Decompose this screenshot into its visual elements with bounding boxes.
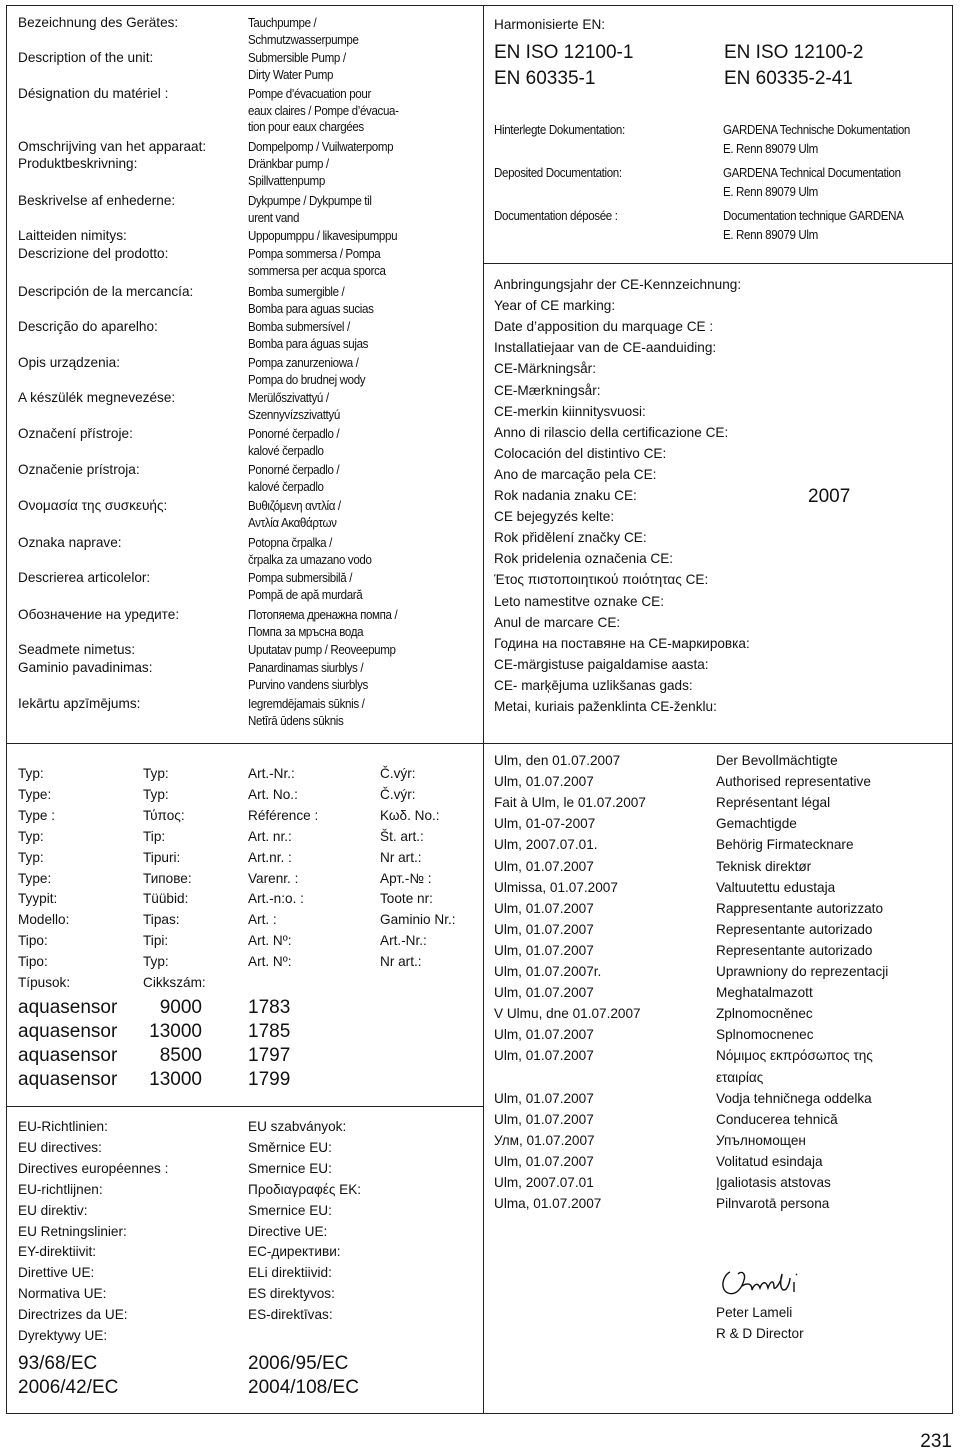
unit-desc-value: Dompelpomp / Vuilwaterpomp: [248, 140, 394, 154]
unit-desc-value: urent vand: [248, 210, 300, 225]
type-cell: Κωδ. No.:: [380, 807, 440, 823]
unit-desc-value: Panardinamas siurblys /: [248, 661, 364, 675]
unit-desc-label: Laitteiden nimitys:: [18, 228, 127, 243]
representative-role: Valtuutettu edustaja: [716, 879, 836, 895]
unit-desc-value: eaux claires / Pompe d’évacua-: [248, 103, 399, 118]
documentation-value: GARDENA Technische Dokumentation: [723, 123, 911, 137]
unit-desc-label: Označení přístroje:: [18, 426, 133, 441]
directive-code: 2004/108/EC: [248, 1377, 359, 1398]
directive-code: 2006/95/EC: [248, 1353, 349, 1374]
representative-role: Meghatalmazott: [716, 985, 813, 1001]
unit-desc-value: Uppopumppu / likavesipumppu: [248, 229, 398, 243]
documentation-label: Hinterlegte Dokumentation:: [494, 123, 625, 137]
type-cell: Art. nr.:: [248, 828, 292, 844]
unit-desc-value: tion pour eaux chargées: [248, 120, 364, 134]
unit-desc-value: Bomba para águas sujas: [248, 336, 369, 351]
representative-role: Pilnvarotā persona: [716, 1196, 830, 1212]
type-cell: Type:: [18, 870, 52, 886]
directive-label: EY-direktiivit:: [18, 1244, 97, 1260]
type-cell: Tipo:: [18, 954, 48, 970]
representative-role: Gemachtigde: [716, 816, 797, 832]
signing-place-date: Fait à Ulm, le 01.07.2007: [494, 795, 646, 811]
unit-desc-label: A készülék megnevezése:: [18, 390, 176, 405]
type-cell: Nr art.:: [380, 849, 422, 865]
product-name: aquasensor: [18, 1069, 118, 1090]
unit-desc-value: Bomba submersível /: [248, 320, 350, 334]
documentation-value: E. Renn 89079 Ulm: [723, 185, 818, 199]
representative-role: Behörig Firmatecknare: [716, 837, 854, 853]
representative-role: Representante autorizado: [716, 921, 873, 937]
unit-desc-value: Netīrā ūdens sūknis: [248, 713, 344, 728]
signing-place-date: Ulm, den 01.07.2007: [494, 753, 621, 768]
unit-desc-value: Bomba para aguas sucias: [248, 301, 374, 316]
representative-role: Įgaliotasis atstovas: [716, 1175, 831, 1190]
type-cell: Typ:: [143, 766, 169, 781]
type-cell: Toote nr:: [380, 891, 433, 907]
unit-desc-value: kalové čerpadlo: [248, 479, 324, 494]
ce-marking-label: Anno di rilascio della certificazione CE:: [494, 424, 729, 440]
unit-desc-value: Pompa zanurzeniowa /: [248, 356, 359, 370]
unit-desc-value: Αντλία Ακαθάρτων: [248, 515, 337, 530]
standard-right: EN 60335-2-41: [724, 68, 853, 89]
unit-desc-value: Purvino vandens siurblys: [248, 677, 368, 692]
type-cell: Typ:: [143, 786, 169, 802]
type-cell: Art. Nº:: [248, 933, 292, 949]
divider-middle: [6, 743, 953, 744]
representative-role: Der Bevollmächtigte: [716, 753, 838, 768]
unit-desc-value: kalové čerpadlo: [248, 443, 324, 458]
unit-desc-label: Ονομασία της συσκευής:: [18, 498, 168, 513]
unit-desc-value: črpalka za umazano vodo: [248, 552, 372, 567]
directive-label: ES direktyvos:: [248, 1286, 335, 1302]
type-cell: Tipas:: [143, 912, 180, 928]
signing-place-date: Ulmissa, 01.07.2007: [494, 879, 618, 895]
type-cell: Typ:: [18, 766, 44, 781]
type-cell: Tüübid:: [143, 891, 189, 907]
type-cell: Cikkszám:: [143, 975, 206, 990]
directive-code: 93/68/EC: [18, 1353, 98, 1374]
harmonised-title: Harmonisierte EN:: [494, 17, 606, 32]
unit-desc-label: Seadmete nimetus:: [18, 642, 136, 657]
signing-place-date: Ulm, 01.07.2007: [494, 774, 594, 790]
directive-code: 2006/42/EC: [18, 1377, 119, 1398]
representative-role: Vodja tehničnega oddelka: [716, 1090, 872, 1106]
directive-label: ЕС-директиви:: [248, 1244, 341, 1260]
directive-label: Normativa UE:: [18, 1286, 107, 1302]
signing-place-date: Ulm, 01.07.2007: [494, 858, 594, 874]
unit-desc-value: Ponorné čerpadlo /: [248, 463, 340, 477]
directive-label: Directives européennes :: [18, 1160, 169, 1176]
type-cell: Art. :: [248, 912, 277, 928]
representative-role: Conducerea tehnică: [716, 1111, 838, 1127]
signing-place-date: Ulma, 01.07.2007: [494, 1196, 602, 1212]
directive-label: Smernice EU:: [248, 1160, 332, 1176]
documentation-value: Documentation technique GARDENA: [723, 209, 904, 223]
product-model: 9000: [159, 997, 202, 1018]
product-art-number: 1799: [248, 1069, 291, 1090]
product-name: aquasensor: [18, 1045, 118, 1066]
type-cell: Art.nr. :: [248, 849, 292, 865]
unit-desc-value: Помпа за мръсна вода: [248, 624, 364, 639]
ce-marking-label: CE bejegyzés kelte:: [494, 509, 615, 525]
unit-desc-value: Pompă de apă murdară: [248, 587, 363, 602]
unit-desc-value: Potopna črpalka /: [248, 536, 332, 550]
unit-desc-value: Iegremdējamais sūknis /: [248, 697, 365, 711]
unit-desc-label: Descrierea articolelor:: [18, 570, 151, 585]
product-model: 8500: [159, 1045, 202, 1066]
unit-desc-label: Bezeichnung des Gerätes:: [18, 15, 179, 30]
directive-label: Směrnice EU:: [248, 1139, 332, 1155]
product-name: aquasensor: [18, 997, 118, 1018]
representative-role: Упълномощен: [716, 1132, 806, 1148]
directive-label: ES-direktīvas:: [248, 1307, 333, 1323]
type-cell: Typ:: [143, 954, 169, 970]
type-cell: Art. No.:: [248, 786, 298, 802]
type-cell: Varenr. :: [248, 870, 299, 886]
type-cell: Art. Nº:: [248, 954, 292, 970]
representative-role: Representante autorizado: [716, 942, 873, 958]
type-cell: Gaminio Nr.:: [380, 912, 456, 928]
unit-desc-value: Pompa submersibilă /: [248, 571, 353, 585]
representative-role: Teknisk direktør: [716, 858, 812, 874]
documentation-label: Deposited Documentation:: [494, 166, 622, 180]
ce-marking-label: CE-Märkningsår:: [494, 361, 596, 377]
directive-label: Smernice EU:: [248, 1202, 332, 1218]
ce-marking-label: Anbringungsjahr der CE-Kennzeichnung:: [494, 277, 742, 292]
product-art-number: 1797: [248, 1045, 291, 1066]
representative-role: Authorised representative: [716, 774, 871, 790]
ce-marking-label: Rok přidělení značky CE:: [494, 530, 647, 546]
signing-place-date: Ulm, 2007.07.01: [494, 1175, 594, 1190]
ce-marking-label: Година на поставяне на CE-маркировка:: [494, 635, 750, 651]
unit-desc-value: Schmutzwasserpumpe: [248, 32, 359, 47]
ce-marking-label: CE-merkin kiinnitysvuosi:: [494, 403, 646, 419]
representative-role: Représentant légal: [716, 795, 831, 811]
unit-desc-label: Produktbeskrivning:: [18, 156, 138, 171]
ce-marking-label: Έτος πιστοποιητικού ποιότητας CE:: [494, 572, 709, 588]
unit-desc-value: Dykpumpe / Dykpumpe til: [248, 194, 372, 208]
standard-left: EN ISO 12100-1: [494, 42, 634, 63]
unit-desc-value: Merülőszivattyú /: [248, 391, 329, 405]
type-cell: Typ:: [18, 849, 44, 865]
unit-desc-label: Description of the unit:: [18, 50, 154, 65]
ce-marking-label: Colocación del distintivo CE:: [494, 445, 667, 461]
type-cell: Typ:: [18, 828, 44, 844]
unit-desc-value: Spillvattenpump: [248, 173, 325, 188]
ce-marking-label: Rok pridelenia označenia CE:: [494, 551, 674, 567]
type-cell: Št. art.:: [380, 828, 424, 844]
product-model: 13000: [149, 1069, 202, 1090]
directive-label: ELi direktiivid:: [248, 1265, 332, 1281]
representative-role: Splnomocnenec: [716, 1027, 814, 1043]
signer-title: R & D Director: [716, 1326, 804, 1341]
type-cell: Č.výr:: [380, 786, 416, 802]
unit-desc-label: Descrição do aparelho:: [18, 319, 158, 334]
column-divider: [483, 5, 484, 1414]
ce-marking-label: Date d’apposition du marquage CE :: [494, 319, 714, 335]
type-cell: Art.-n:o. :: [248, 891, 304, 907]
directive-label: EU Retningslinier:: [18, 1223, 127, 1239]
unit-desc-value: Bomba sumergible /: [248, 285, 345, 299]
documentation-value: E. Renn 89079 Ulm: [723, 228, 818, 242]
representative-role: Zplnomocněnec: [716, 1006, 813, 1022]
type-cell: Modello:: [18, 912, 70, 928]
signing-place-date: Ulm, 01.07.2007: [494, 900, 594, 916]
type-cell: Типове:: [143, 870, 192, 886]
directive-label: EU-Richtlinien:: [18, 1119, 108, 1134]
unit-desc-value: Βυθιζόμενη αντλία /: [248, 499, 341, 513]
ce-marking-label: Leto namestitve oznake CE:: [494, 593, 665, 609]
type-cell: Tyypit:: [18, 891, 58, 907]
product-art-number: 1785: [248, 1021, 291, 1042]
directive-label: Directive UE:: [248, 1223, 328, 1239]
ce-marking-label: Installatiejaar van de CE-aanduiding:: [494, 340, 717, 356]
type-cell: Tipuri:: [143, 849, 181, 865]
unit-desc-value: Submersible Pump /: [248, 51, 346, 65]
directive-label: Directrizes da UE:: [18, 1307, 128, 1323]
type-cell: Tipi:: [143, 933, 169, 949]
directive-label: EU-richtlijnen:: [18, 1181, 103, 1197]
unit-desc-value: Dirty Water Pump: [248, 67, 334, 82]
signing-place-date: Ulm, 01.07.2007: [494, 985, 594, 1001]
divider-directives: [6, 1106, 483, 1107]
signing-place-date: Ulm, 01.07.2007: [494, 1027, 594, 1043]
type-cell: Tip:: [143, 828, 166, 844]
signing-place-date: V Ulmu, dne 01.07.2007: [494, 1006, 641, 1022]
signing-place-date: Ulm, 01-07-2007: [494, 816, 596, 832]
page-number: 231: [920, 1431, 952, 1452]
signing-place-date: Улм, 01.07.2007: [494, 1132, 595, 1148]
unit-desc-value: Uputatav pump / Reoveepump: [248, 643, 396, 657]
signing-place-date: Ulm, 01.07.2007: [494, 1111, 594, 1127]
unit-desc-value: Szennyvízszivattyú: [248, 407, 340, 422]
unit-desc-value: Tauchpumpe /: [248, 16, 317, 30]
unit-desc-label: Opis urządzenia:: [18, 355, 121, 370]
unit-desc-label: Beskrivelse af enhederne:: [18, 193, 176, 208]
signing-place-date: Ulm, 01.07.2007: [494, 1090, 594, 1106]
unit-desc-value: Dränkbar pump /: [248, 157, 329, 171]
signature-icon: [712, 1260, 832, 1304]
ce-marking-label: CE- marķējuma uzlikšanas gads:: [494, 677, 693, 693]
signing-place-date: Ulm, 01.07.2007r.: [494, 964, 602, 979]
documentation-label: Documentation déposée :: [494, 209, 618, 223]
unit-desc-value: Ponorné čerpadlo /: [248, 427, 340, 441]
product-name: aquasensor: [18, 1021, 118, 1042]
documentation-value: GARDENA Technical Documentation: [723, 166, 901, 180]
unit-desc-value: Pompe d’évacuation pour: [248, 87, 371, 101]
unit-desc-label: Descripción de la mercancía:: [18, 284, 194, 299]
ce-marking-label: CE-Mærkningsår:: [494, 382, 601, 398]
representative-role: Volitatud esindaja: [716, 1153, 823, 1169]
unit-desc-label: Oznaka naprave:: [18, 535, 122, 550]
ce-marking-label: Anul de marcare CE:: [494, 614, 621, 630]
documentation-value: E. Renn 89079 Ulm: [723, 142, 818, 156]
type-cell: Type:: [18, 786, 52, 802]
ce-marking-label: Ano de marcação pela CE:: [494, 466, 657, 482]
standard-right: EN ISO 12100-2: [724, 42, 864, 63]
type-cell: Арт.-№ :: [380, 870, 432, 886]
ce-marking-label: Rok nadania znaku CE:: [494, 488, 637, 503]
ce-marking-label: Year of CE marking:: [494, 298, 616, 314]
unit-desc-label: Обозначение на уредите:: [18, 607, 180, 622]
divider-harmonised: [483, 263, 953, 264]
unit-desc-value: Pompa do brudnej wody: [248, 372, 366, 387]
unit-desc-value: Потопяема дренажна помпа /: [248, 608, 398, 622]
signing-place-date: Ulm, 01.07.2007: [494, 921, 594, 937]
directive-label: Dyrektywy UE:: [18, 1328, 108, 1343]
type-cell: Č.výr:: [380, 766, 416, 781]
unit-desc-value: sommersa per acqua sporca: [248, 263, 386, 278]
signer-name: Peter Lameli: [716, 1305, 793, 1320]
representative-role: Uprawniony do reprezentacji: [716, 964, 889, 979]
standard-left: EN 60335-1: [494, 68, 596, 89]
type-cell: Tipo:: [18, 933, 48, 949]
ce-marking-label: Metai, kuriais paženklinta CE-ženklu:: [494, 699, 717, 714]
directive-label: Direttive UE:: [18, 1265, 95, 1281]
type-cell: Référence :: [248, 807, 319, 823]
type-cell: Típusok:: [18, 975, 71, 990]
directive-label: Προδιαγραφές EK:: [248, 1181, 362, 1197]
type-cell: Type :: [18, 807, 56, 823]
signing-place-date: Ulm, 01.07.2007: [494, 1153, 594, 1169]
product-art-number: 1783: [248, 997, 291, 1018]
product-model: 13000: [149, 1021, 202, 1042]
unit-desc-label: Désignation du matériel :: [18, 86, 169, 101]
ce-marking-label: CE-märgistuse paigaldamise aasta:: [494, 656, 709, 672]
unit-desc-label: Descrizione del prodotto:: [18, 246, 169, 261]
directive-label: EU directives:: [18, 1139, 102, 1155]
ce-year: 2007: [808, 486, 851, 507]
unit-desc-label: Označenie prístroja:: [18, 462, 140, 477]
unit-desc-label: Omschrijving van het apparaat:: [18, 139, 207, 154]
signing-place-date: Ulm, 01.07.2007: [494, 1048, 594, 1064]
unit-desc-value: Pompa sommersa / Pompa: [248, 247, 381, 261]
type-cell: Art.-Nr.:: [380, 933, 427, 949]
unit-desc-label: Iekārtu apzīmējums:: [18, 696, 141, 711]
directive-label: EU szabványok:: [248, 1119, 347, 1134]
unit-desc-label: Gaminio pavadinimas:: [18, 660, 153, 675]
directive-label: EU direktiv:: [18, 1202, 88, 1218]
type-cell: Art.-Nr.:: [248, 766, 295, 781]
type-cell: Nr art.:: [380, 954, 422, 970]
representative-role: Νόμιμος εκπρόσωπος της: [716, 1048, 873, 1064]
representative-role: εταιρίας: [716, 1069, 764, 1085]
signing-place-date: Ulm, 01.07.2007: [494, 942, 594, 958]
type-cell: Τύπος:: [143, 807, 185, 823]
representative-role: Rappresentante autorizzato: [716, 900, 884, 916]
signing-place-date: Ulm, 2007.07.01.: [494, 837, 598, 853]
